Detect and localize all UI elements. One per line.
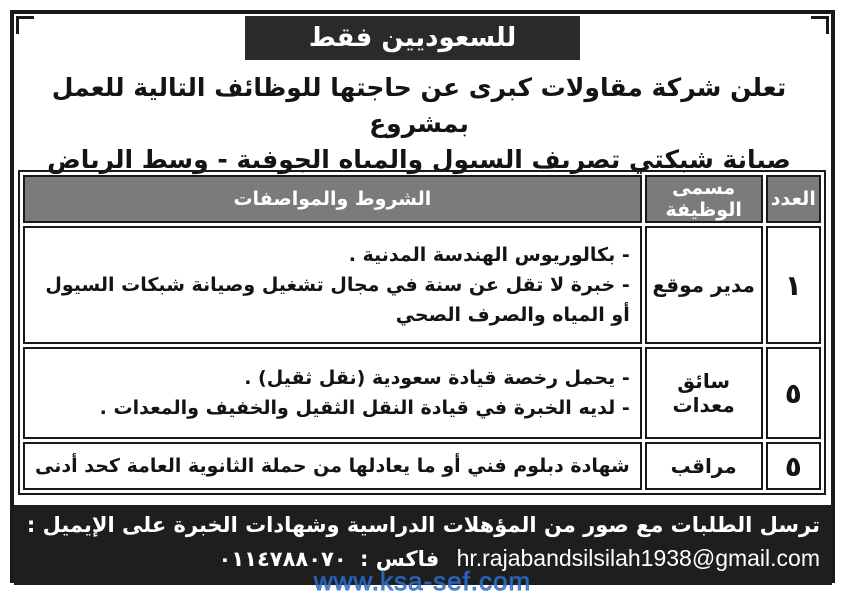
requirement-line: - يحمل رخصة قيادة سعودية (نقل ثقيل) . [244, 367, 630, 389]
job-count: ١ [766, 226, 821, 344]
requirement-line: أو المياه والصرف الصحي [395, 304, 630, 326]
website-watermark: www.ksa-sef.com [313, 566, 532, 593]
announcement-intro [24, 70, 814, 178]
requirement-line: - خبرة لا تقل عن سنة في مجال تشغيل وصيانة شبكات السيول [45, 274, 630, 296]
saudis-only-banner: للسعوديين فقط [245, 16, 580, 60]
fax-number: ٠١١٤٧٨٨٠٧٠ [218, 547, 347, 571]
header-count: العدد [766, 175, 821, 223]
requirement-line: شهادة دبلوم فني أو ما يعادلها من حملة الثانوية العامة كحد أدنى [35, 455, 630, 477]
requirement-line: - بكالوريوس الهندسة المدنية . [348, 244, 630, 266]
table-row [23, 442, 821, 490]
job-requirements [23, 442, 642, 490]
table-header-row [23, 175, 821, 223]
intro-line-2: صيانة شبكتي تصريف السيول والمياه الجوفية - وسط الرياض [47, 145, 791, 174]
header-job-title: مسمى الوظيفة [645, 175, 763, 223]
header-requirements: الشروط والمواصفات [23, 175, 642, 223]
job-title: مراقب [645, 442, 763, 490]
fax-label: فاكس : [360, 547, 440, 571]
frame-corner-ornament [16, 16, 34, 34]
apply-text: ترسل الطلبات مع صور من المؤهلات الدراسية وشهادات الخبرة على الإيميل : [26, 513, 820, 537]
job-requirements [23, 226, 642, 344]
jobs-table [18, 170, 826, 495]
intro-line-1: تعلن شركة مقاولات كبرى عن حاجتها للوظائف التالية للعمل بمشروع [51, 73, 787, 138]
job-requirements [23, 347, 642, 439]
frame-corner-ornament [811, 16, 829, 34]
job-title: سائق معدات [645, 347, 763, 439]
requirement-line: - لديه الخبرة في قيادة النقل الثقيل والخفيف والمعدات . [99, 397, 630, 419]
job-count: ٥ [766, 442, 821, 490]
job-count: ٥ [766, 347, 821, 439]
email-address[interactable]: hr.rajabandsilsilah1938@gmail.com [456, 545, 820, 571]
table-row [23, 226, 821, 344]
job-title: مدير موقع [645, 226, 763, 344]
table-row [23, 347, 821, 439]
